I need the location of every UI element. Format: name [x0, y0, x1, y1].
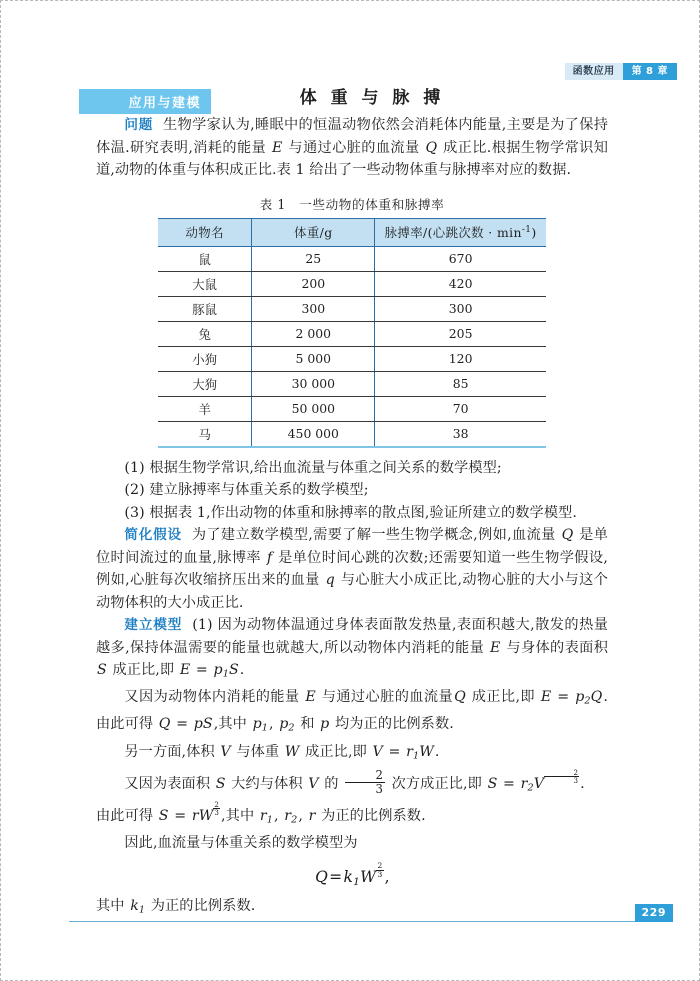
symbol-V: V	[220, 743, 231, 760]
model-paragraph-3: 另一方面,体积 V 与体重 W 成正比,即 $V = r_1W$.	[124, 743, 440, 762]
page-number: 229	[635, 904, 673, 922]
table-row	[158, 246, 546, 271]
symbol-E: E	[305, 689, 316, 706]
symbol-Q: Q	[561, 527, 574, 543]
assumption-lead-label: 简化假设	[124, 527, 182, 543]
cell-pulse: 670	[375, 246, 546, 271]
problem-paragraph: 问题 生物学家认为,睡眠中的恒温动物依然会消耗体内能量,主要是为了保持体温.研究表明,消耗的能量 E 与通过心脏的血流量 Q 成正比.根据生物学常识知道,动物的体重与体积成正比.表 1 给出了一些动物体重与脉搏率对应的数据.	[96, 117, 609, 178]
cell-animal: 小狗	[158, 346, 252, 371]
cell-weight: 5 000	[252, 346, 375, 371]
page-title: 体 重 与 脉 搏	[299, 88, 445, 108]
cell-pulse: 300	[375, 296, 546, 321]
formula-E-p2-Q: $p_2Q$	[575, 689, 603, 707]
symbol-q: q	[325, 572, 335, 588]
formula-Q-pS: pS	[193, 716, 213, 733]
model-paragraph-1: 建立模型 (1) 因为动物体温通过身体表面散发热量,表面积越大,散发的热量越多,保持体温需要的能量也就越大,所以动物体内消耗的能量 E 与身体的表面积S 成正比,即 $E = p_1S$.	[96, 617, 609, 680]
cell-weight: 450 000	[252, 421, 375, 447]
symbol-f: f	[266, 549, 273, 566]
model-paragraph-2: 又因为动物体内消耗的能量 E 与通过心脏的血流量Q 成正比,即 $E = p_2Q$. 由此可得 Q = pS,其中 $p_1$, $p_2$ 和 p 均为正的比例系数.	[96, 689, 608, 735]
page-footer	[69, 902, 673, 922]
symbol-k1: $k_1$	[130, 898, 146, 916]
symbol-S: S	[215, 775, 226, 792]
symbol-E: E	[272, 139, 283, 156]
table-row	[158, 371, 546, 396]
table-row	[158, 346, 546, 371]
model-lead-label: 建立模型	[124, 617, 183, 633]
cell-pulse: 120	[375, 346, 546, 371]
table-row	[158, 396, 546, 421]
model-paragraph-6: 因此,血流量与体重关系的数学模型为	[124, 834, 358, 851]
cell-pulse: 420	[375, 271, 546, 296]
question-item-1: (1) 根据生物学常识,给出血流量与体重之间关系的数学模型;	[124, 459, 502, 476]
table-row	[158, 421, 546, 447]
cell-weight: 200	[252, 271, 375, 296]
cell-weight: 300	[252, 296, 375, 321]
table-header-row	[158, 218, 546, 246]
table-caption: 表 1 一些动物的体重和脉搏率	[259, 196, 445, 212]
footer-rule	[69, 921, 673, 923]
cell-pulse: 205	[375, 321, 546, 346]
cell-pulse: 85	[375, 371, 546, 396]
cell-weight: 50 000	[252, 396, 375, 421]
question-item-3: (3) 根据表 1,作出动物的体重和脉搏率的散点图,验证所建立的数学模型.	[124, 504, 578, 521]
formula-S-r-W: S	[158, 807, 169, 824]
symbol-Q: Q	[454, 689, 466, 706]
table-row	[158, 321, 546, 346]
cell-weight: 25	[252, 246, 375, 271]
table-row	[158, 296, 546, 321]
display-formula-Q-k1-W: $Q=k_1W$ $\frac{2}{3}$ ,	[315, 861, 390, 889]
pulse-header-exponent: -1	[521, 224, 532, 235]
symbol-E: E	[490, 639, 501, 656]
question-item-2: (2) 建立脉搏率与体重关系的数学模型;	[124, 482, 369, 498]
running-head-chapter: 第 8 章	[623, 63, 677, 80]
symbol-V: V	[308, 775, 319, 792]
cell-animal: 马	[158, 421, 252, 447]
animal-data-table	[158, 218, 546, 448]
cell-animal: 羊	[158, 396, 252, 421]
symbol-W: W	[284, 743, 300, 760]
fraction-two-thirds: $\frac{2}{3}$	[345, 769, 385, 794]
cell-weight: 30 000	[252, 371, 375, 396]
column-header-weight: 体重/g	[252, 218, 375, 246]
cell-weight: 2 000	[252, 321, 375, 346]
model-paragraph-7: 其中 $k_1$ 为正的比例系数.	[96, 898, 256, 916]
formula-E-p1-S: E	[179, 662, 191, 678]
formula-S-r2-V: S	[487, 775, 498, 792]
symbol-S: S	[97, 662, 107, 678]
pulse-header-tail: )	[531, 225, 537, 240]
formula-V-r1-W: V	[372, 743, 383, 760]
assumption-paragraph: 简化假设 为了建立数学模型,需要了解一些生物学概念,例如,血流量 Q 是单位时间流过的血量,脉博率 f 是单位时间心跳的次数;还需要知道一些生物学假设,例如,心脏每次收缩挤压出来的血量 q 与心脏大小成正比,动物心脏的大小与这个动物体积的大小成正比.	[96, 527, 609, 611]
cell-animal: 鼠	[158, 246, 252, 271]
cell-pulse: 38	[375, 421, 546, 447]
cell-pulse: 70	[375, 396, 546, 421]
cell-animal: 兔	[158, 321, 252, 346]
running-head	[565, 63, 677, 80]
column-header-animal: 动物名	[158, 218, 252, 246]
cell-animal: 豚鼠	[158, 296, 252, 321]
column-header-pulse	[375, 218, 546, 246]
symbol-Q: Q	[425, 139, 438, 156]
model-paragraph-5: 由此可得 S = rW $\frac{2}{3}$ ,其中 $r_1$, $r_2$, r 为正的比例系数.	[96, 799, 426, 826]
problem-lead-label: 问题	[124, 117, 154, 133]
cell-animal: 大狗	[158, 371, 252, 396]
page-content	[96, 83, 608, 922]
table-row	[158, 271, 546, 296]
pulse-header-main: 脉搏率/(心跳次数 · min	[384, 225, 522, 240]
running-head-subject: 函数应用	[565, 63, 623, 80]
section-tag: 应用与建模	[79, 89, 211, 114]
cell-animal: 大鼠	[158, 271, 252, 296]
model-paragraph-4: 又因为表面积 S 大约与体积 V 的 $\frac{2}{3}$ 次方成正比,即 $S = r_2V$ $\frac{2}{3}$ .	[124, 767, 585, 796]
